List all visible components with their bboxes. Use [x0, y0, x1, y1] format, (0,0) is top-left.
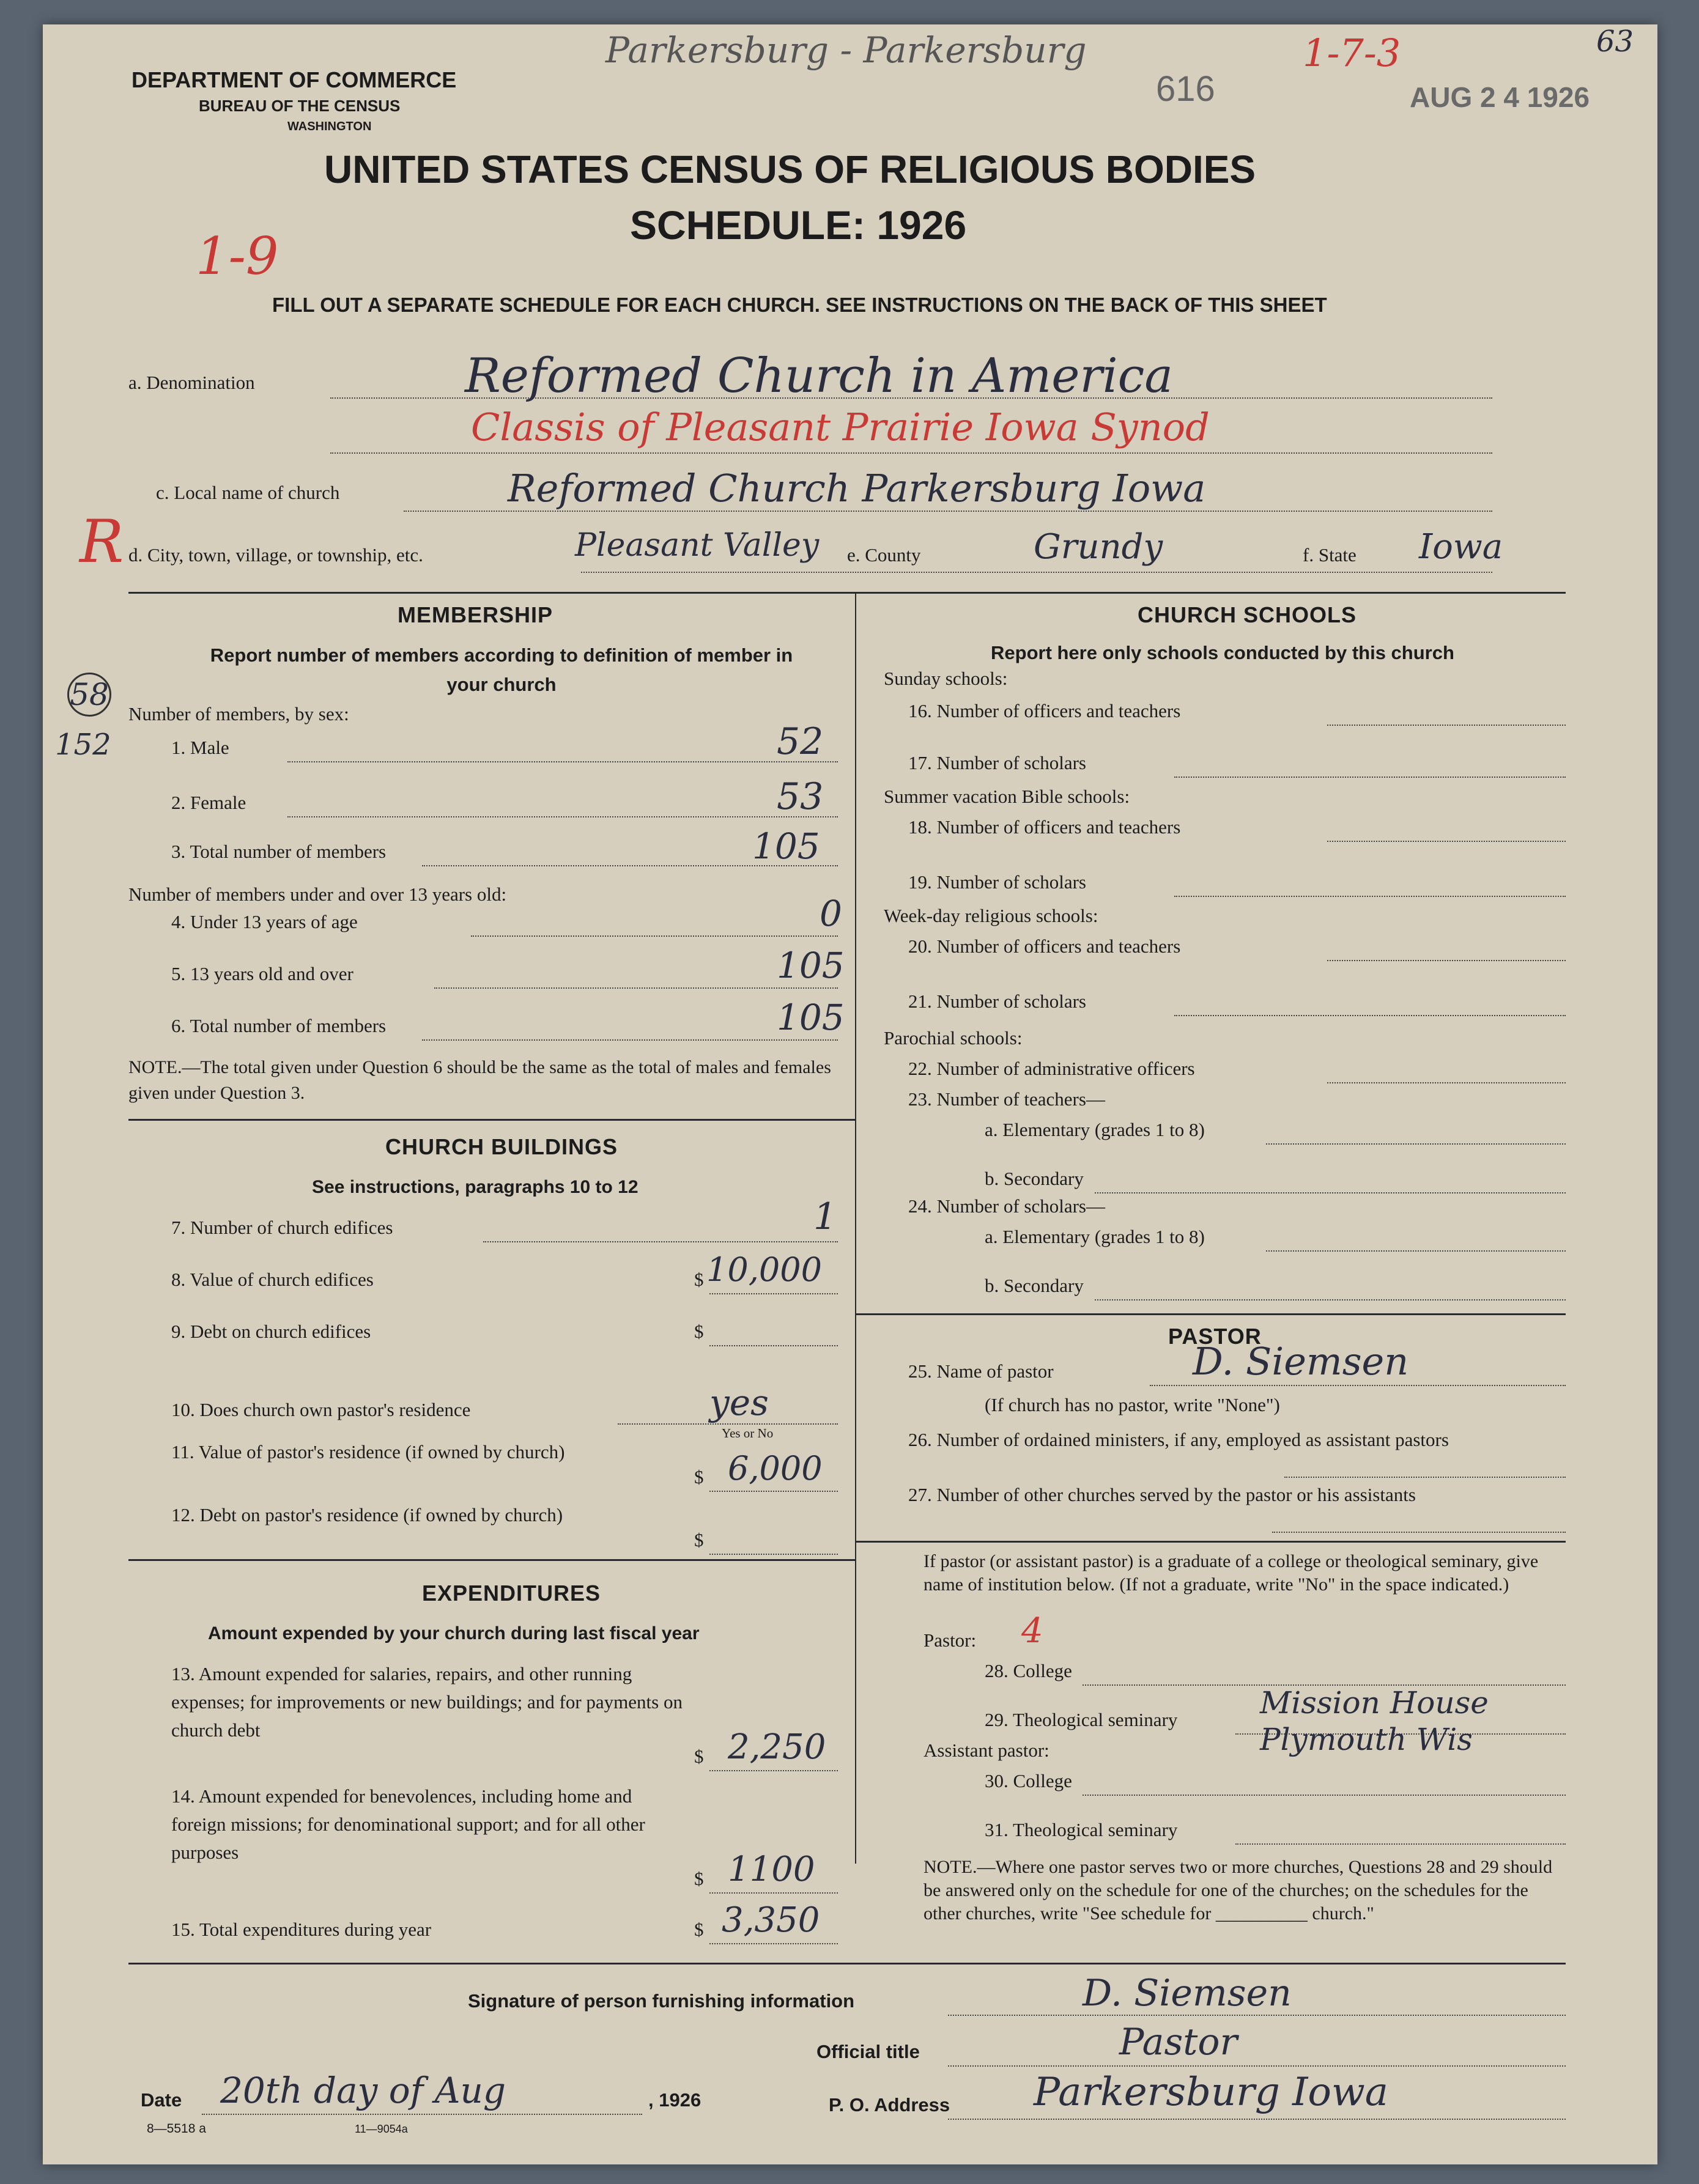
- date-year: , 1926: [648, 2089, 701, 2111]
- q19-label: 19. Number of scholars: [908, 871, 1086, 893]
- q8-label: 8. Value of church edifices: [171, 1269, 374, 1290]
- pastor-grad-mark: 4: [1021, 1611, 1043, 1651]
- city-line: [581, 572, 1492, 573]
- washington: WASHINGTON: [287, 120, 372, 133]
- q23a-line: [1266, 1143, 1566, 1145]
- q12-label: 12. Debt on pastor's residence (if owned by church): [171, 1504, 563, 1525]
- q24b-label: b. Secondary: [985, 1275, 1084, 1296]
- q13-line: [709, 1770, 838, 1771]
- q1-line: [287, 761, 838, 762]
- rule-graduate: [855, 1541, 1566, 1543]
- q2-line: [287, 816, 838, 817]
- q30-label: 30. College: [985, 1770, 1072, 1791]
- print-number: 11—9054a: [355, 2123, 408, 2135]
- date-line: [202, 2114, 642, 2115]
- q20-label: 20. Number of officers and teachers: [908, 935, 1181, 957]
- age-head: Number of members under and over 13 years old:: [128, 884, 507, 905]
- signature-line: [948, 2015, 1566, 2016]
- parochial-head: Parochial schools:: [884, 1027, 1023, 1049]
- q4-line: [471, 935, 838, 937]
- q11-dollar: $: [694, 1466, 704, 1488]
- q17-line: [1174, 777, 1566, 778]
- buildings-title: CHURCH BUILDINGS: [385, 1134, 618, 1159]
- q4-value[interactable]: 0: [820, 893, 842, 934]
- q8-value[interactable]: 10,000: [706, 1250, 822, 1289]
- county-value[interactable]: Grundy: [1034, 527, 1163, 567]
- q16-line: [1327, 725, 1566, 726]
- q5-line: [434, 987, 838, 989]
- po-address-label: P. O. Address: [829, 2094, 950, 2116]
- classis-line: [330, 452, 1492, 454]
- q1-label: 1. Male: [171, 737, 229, 758]
- pastor-note: NOTE.—Where one pastor serves two or more churches, Questions 28 and 29 should be answered only on the schedule for one of the churches; on the schedules for the other churches, write "See schedule for __________ church.": [924, 1857, 1553, 1924]
- rule-pastor: [855, 1313, 1566, 1315]
- denomination-value[interactable]: Reformed Church in America: [465, 349, 1173, 404]
- q9-line: [709, 1345, 838, 1346]
- graduate-note: If pastor (or assistant pastor) is a graduate of a college or theological seminary, give name of institution below. (If not a graduate, write "No" in the space indicated.): [924, 1551, 1539, 1595]
- buildings-sub: See instructions, paragraphs 10 to 12: [312, 1177, 639, 1197]
- q6-value[interactable]: 105: [777, 997, 845, 1038]
- q18-label: 18. Number of officers and teachers: [908, 816, 1181, 838]
- denomination-label: a. Denomination: [128, 372, 255, 393]
- pastor-title: PASTOR: [1168, 1324, 1262, 1349]
- red-code: 1-7-3: [1303, 31, 1401, 75]
- q5-label: 5. 13 years old and over: [171, 963, 353, 984]
- q25-value[interactable]: D. Siemsen: [1193, 1339, 1409, 1384]
- census-schedule: [43, 24, 1657, 2164]
- q3-value[interactable]: 105: [752, 825, 820, 867]
- q15-dollar: $: [694, 1919, 704, 1940]
- county-label: e. County: [847, 544, 921, 566]
- q15-value[interactable]: 3,350: [722, 1900, 820, 1940]
- weekday-head: Week-day religious schools:: [884, 905, 1098, 926]
- q26-line: [1284, 1477, 1566, 1478]
- q3-label: 3. Total number of members: [171, 841, 387, 862]
- bureau: BUREAU OF THE CENSUS: [199, 97, 401, 115]
- rule-signature: [128, 1963, 1566, 1964]
- q11-line: [709, 1491, 838, 1492]
- q11-label: 11. Value of pastor's residence (if owned by church): [171, 1441, 565, 1463]
- q31-label: 31. Theological seminary: [985, 1819, 1178, 1840]
- q26-label: 26. Number of ordained ministers, if any, employed as assistant pastors: [908, 1429, 1449, 1450]
- official-title-value[interactable]: Pastor: [1119, 2021, 1238, 2064]
- q22-line: [1327, 1082, 1566, 1083]
- q24b-line: [1095, 1299, 1566, 1300]
- q31-line: [1235, 1843, 1566, 1845]
- r-mark: R: [80, 507, 124, 576]
- q24a-line: [1266, 1250, 1566, 1252]
- q25-label: 25. Name of pastor: [908, 1360, 1054, 1382]
- summer-head: Summer vacation Bible schools:: [884, 786, 1130, 807]
- q10-line: [618, 1423, 838, 1425]
- date-stamp: AUG 2 4 1926: [1410, 81, 1590, 113]
- q4-label: 4. Under 13 years of age: [171, 911, 358, 932]
- schools-title: CHURCH SCHOOLS: [1138, 602, 1357, 627]
- schools-sub: Report here only schools conducted by this church: [991, 642, 1454, 663]
- membership-title: MEMBERSHIP: [398, 602, 553, 627]
- q8-line: [709, 1293, 838, 1294]
- local-name-line: [404, 511, 1492, 512]
- q25-hint: (If church has no pastor, write "None"): [985, 1394, 1280, 1415]
- q6-label: 6. Total number of members: [171, 1015, 387, 1036]
- left-code: 1-9: [196, 226, 279, 286]
- q15-label: 15. Total expenditures during year: [171, 1919, 432, 1940]
- q28-label: 28. College: [985, 1660, 1072, 1681]
- classis-value[interactable]: Classis of Pleasant Prairie Iowa Synod: [471, 405, 1210, 449]
- instruction-line: FILL OUT A SEPARATE SCHEDULE FOR EACH CHURCH. SEE INSTRUCTIONS ON THE BACK OF THIS SHEET: [272, 293, 1327, 316]
- assistant-label: Assistant pastor:: [924, 1739, 1049, 1761]
- q8-dollar: $: [694, 1269, 704, 1290]
- q14-value[interactable]: 1100: [728, 1850, 815, 1889]
- q1-value[interactable]: 52: [777, 720, 824, 763]
- q23a-label: a. Elementary (grades 1 to 8): [985, 1119, 1205, 1140]
- q27-line: [1272, 1532, 1566, 1533]
- q10-hint: Yes or No: [722, 1426, 774, 1441]
- q23-label: 23. Number of teachers—: [908, 1088, 1105, 1110]
- q10-value[interactable]: yes: [709, 1382, 769, 1423]
- q30-line: [1083, 1795, 1566, 1796]
- q23b-label: b. Secondary: [985, 1168, 1084, 1189]
- signature-value[interactable]: D. Siemsen: [1083, 1972, 1292, 2015]
- top-rule: [128, 592, 1566, 594]
- q20-line: [1327, 960, 1566, 961]
- q22-label: 22. Number of administrative officers: [908, 1058, 1195, 1079]
- q21-line: [1174, 1015, 1566, 1016]
- form-title: UNITED STATES CENSUS OF RELIGIOUS BODIES: [324, 147, 1256, 191]
- q10-label: 10. Does church own pastor's residence: [171, 1399, 471, 1420]
- q14-line: [709, 1892, 838, 1894]
- po-address-line: [948, 2119, 1566, 2120]
- rule-buildings: [128, 1119, 855, 1121]
- city-label: d. City, town, village, or township, etc.: [128, 544, 423, 566]
- q2-value[interactable]: 53: [777, 775, 824, 818]
- date-value[interactable]: 20th day of Aug: [220, 2070, 506, 2111]
- column-divider: [855, 592, 856, 1864]
- q12-dollar: $: [694, 1529, 704, 1551]
- q12-line: [709, 1554, 838, 1555]
- circled-number: 58: [67, 673, 111, 717]
- date-label: Date: [141, 2089, 182, 2111]
- q19-line: [1174, 896, 1566, 897]
- q25-line: [1150, 1385, 1566, 1386]
- pastor-grad-label: Pastor:: [924, 1629, 977, 1651]
- official-title-line: [948, 2065, 1566, 2067]
- q18-line: [1327, 841, 1566, 842]
- local-name-value[interactable]: Reformed Church Parkersburg Iowa: [508, 466, 1206, 511]
- q21-label: 21. Number of scholars: [908, 991, 1086, 1012]
- form-number: 8—5518 a: [147, 2122, 206, 2136]
- city-value[interactable]: Pleasant Valley: [575, 527, 820, 564]
- top-handwriting: Parkersburg - Parkersburg: [605, 29, 1087, 71]
- q2-label: 2. Female: [171, 792, 246, 813]
- q16-label: 16. Number of officers and teachers: [908, 700, 1181, 721]
- official-title-label: Official title: [816, 2041, 920, 2062]
- q23b-line: [1095, 1192, 1566, 1193]
- q29-label: 29. Theological seminary: [985, 1709, 1178, 1730]
- q9-dollar: $: [694, 1321, 704, 1342]
- membership-note: NOTE.—The total given under Question 6 should be the same as the total of males and females given under Question 3.: [128, 1057, 831, 1103]
- q11-value[interactable]: 6,000: [728, 1449, 823, 1488]
- q24-label: 24. Number of scholars—: [908, 1195, 1105, 1217]
- q14-dollar: $: [694, 1868, 704, 1889]
- q14-label: 14. Amount expended for benevolences, including home and foreign missions; for denominational support; and for all other purposes: [171, 1785, 645, 1863]
- q15-line: [709, 1943, 838, 1944]
- by-sex-head: Number of members, by sex:: [128, 703, 349, 725]
- expenditures-title: EXPENDITURES: [422, 1581, 601, 1606]
- q13-dollar: $: [694, 1746, 704, 1767]
- q17-label: 17. Number of scholars: [908, 752, 1086, 773]
- corner-number: 63: [1596, 24, 1634, 59]
- q29-value[interactable]: Mission House Plymouth Wis: [1260, 1685, 1489, 1757]
- q13-value[interactable]: 2,250: [728, 1727, 826, 1767]
- state-label: f. State: [1303, 544, 1357, 566]
- expenditures-sub: Amount expended by your church during last fiscal year: [208, 1623, 700, 1644]
- department: DEPARTMENT OF COMMERCE: [131, 67, 457, 92]
- membership-intro: Report number of members according to definition of member in your church: [210, 644, 793, 695]
- below-circle: 152: [55, 728, 111, 762]
- state-value[interactable]: Iowa: [1419, 527, 1503, 567]
- q7-line: [483, 1241, 838, 1242]
- q7-label: 7. Number of church edifices: [171, 1217, 393, 1238]
- sunday-head: Sunday schools:: [884, 668, 1008, 689]
- q24a-label: a. Elementary (grades 1 to 8): [985, 1226, 1205, 1247]
- signature-label: Signature of person furnishing information: [468, 1990, 855, 2012]
- local-name-label: c. Local name of church: [156, 482, 340, 503]
- schedule-number: 616: [1156, 69, 1215, 109]
- po-address-value[interactable]: Parkersburg Iowa: [1034, 2070, 1388, 2115]
- q9-label: 9. Debt on church edifices: [171, 1321, 371, 1342]
- q5-value[interactable]: 105: [777, 945, 845, 986]
- q27-label: 27. Number of other churches served by the pastor or his assistants: [908, 1484, 1416, 1505]
- q7-value[interactable]: 1: [813, 1195, 837, 1238]
- q13-label: 13. Amount expended for salaries, repairs, and other running expenses; for improvements or new buildings; and for payments on church debt: [171, 1663, 683, 1741]
- form-subtitle: SCHEDULE: 1926: [630, 202, 967, 248]
- q6-line: [422, 1039, 838, 1041]
- rule-expenditures: [128, 1559, 855, 1561]
